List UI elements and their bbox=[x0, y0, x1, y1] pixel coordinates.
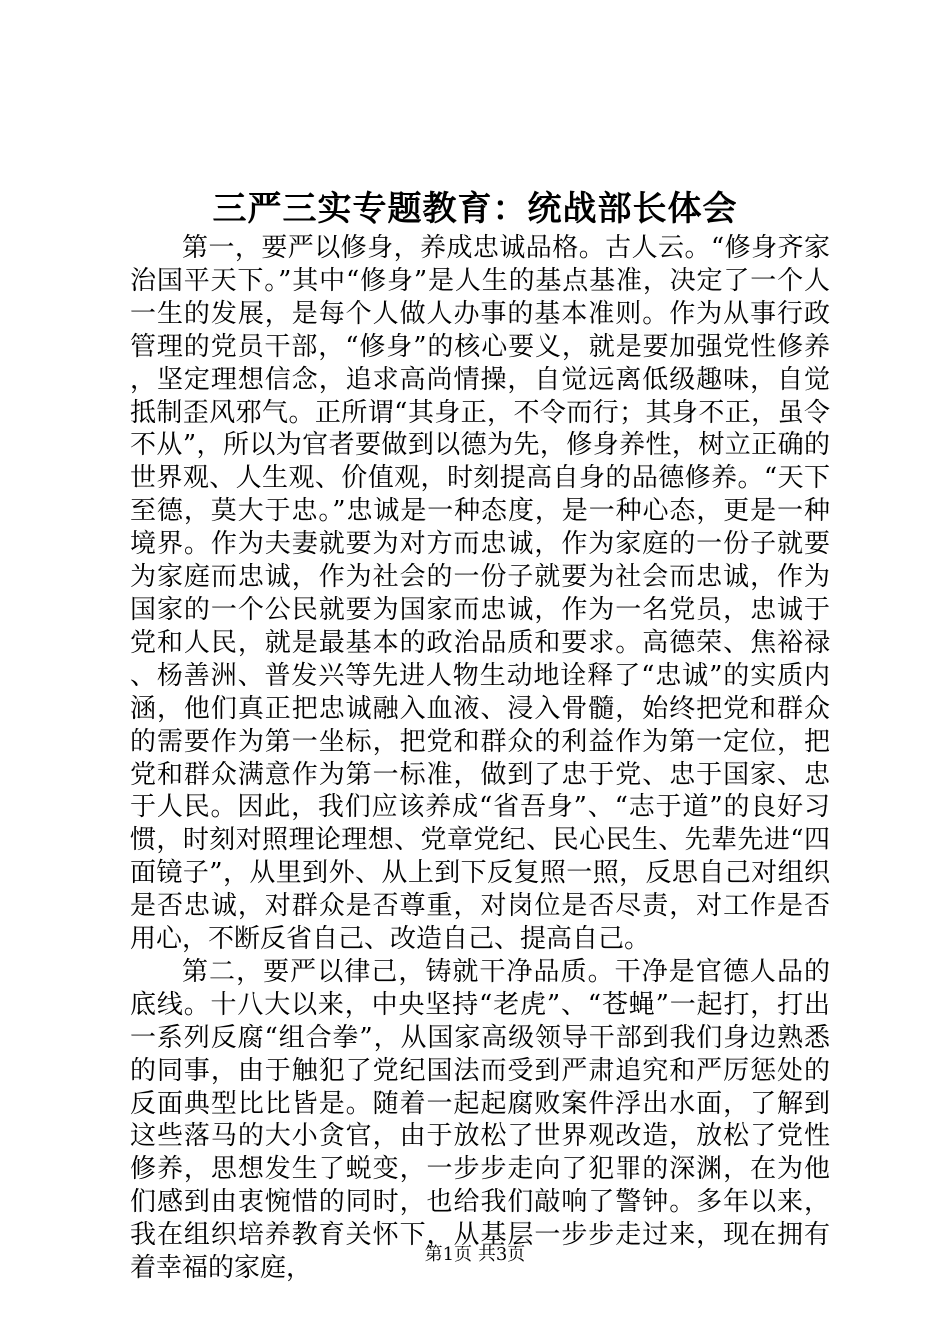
document-title: 三严三实专题教育：统战部长体会 bbox=[212, 189, 738, 229]
paragraph-2: 第二，要严以律己，铸就干净品质。干净是官德人品的底线。十八大以来，中央坚持“老虎”、“苍蝇”一起打，打出一系列反腐“组合拳”，从国家高级领导干部到我们身边熟悉的同事，由于触犯了党纪国法而受到严肃追究和严厉惩处的反面典型比比皆是。随着一起起腐败案件浮出水面，了解到这些落马的大小贪官，由于放松了世界观改造，放松了党性修养，思想发生了蜕变，一步步走向了犯罪的深渊，在为他们感到由衷惋惜的同时，也给我们敲响了警钟。多年以来，我在组织培养教育关怀下，从基层一步步走过来，现在拥有着幸福的家庭， bbox=[130, 956, 830, 1284]
page-number-footer: 第1页 共3页 bbox=[424, 1244, 526, 1265]
paragraph-1: 第一，要严以修身，养成忠诚品格。古人云。“修身齐家治国平天下。”其中“修身”是人生的基点基准，决定了一个人一生的发展，是每个人做人办事的基本准则。作为从事行政管理的党员干部，“修身”的核心要义，就是要加强党性修养，坚定理想信念，追求高尚情操，自觉远离低级趣味，自觉抵制歪风邪气。正所谓“其身正，不令而行；其身不正，虽令不从”，所以为官者要做到以德为先，修身养性，树立正确的世界观、人生观、价值观，时刻提高自身的品德修养。“天下至德，莫大于忠。”忠诚是一种态度，是一种心态，更是一种境界。作为夫妻就要为对方而忠诚，作为家庭的一份子就要为家庭而忠诚，作为社会的一份子就要为社会而忠诚，作为国家的一个公民就要为国家而忠诚，作为一名党员，忠诚于党和人民，就是最基本的政治品质和要求。高德荣、焦裕禄、杨善洲、普发兴等先进人物生动地诠释了“忠诚”的实质内涵，他们真正把忠诚融入血液、浸入骨髓，始终把党和群众的需要作为第一坐标，把党和群众的利益作为第一定位，把党和群众满意作为第一标准，做到了忠于党、忠于国家、忠于人民。因此，我们应该养成“省吾身”、“志于道”的良好习惯，时刻对照理论理想、党章党纪、民心民生、先辈先进“四面镜子”，从里到外、从上到下反复照一照，反思自己对组织是否忠诚，对群众是否尊重，对岗位是否尽责，对工作是否用心，不断反省自己、改造自己、提高自己。 bbox=[130, 233, 830, 955]
document-body bbox=[130, 232, 830, 1285]
